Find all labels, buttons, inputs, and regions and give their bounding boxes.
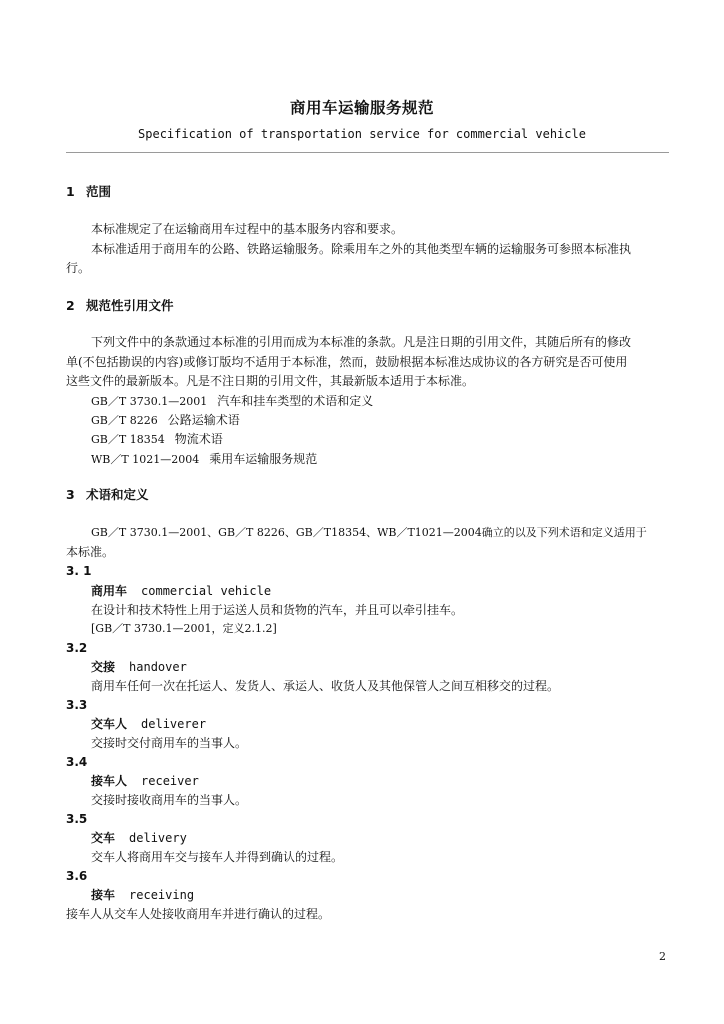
term-definition: 交接时交付商用车的当事人。 [91, 736, 248, 750]
paragraph-line: 这些文件的最新版本。凡是不注日期的引用文件，其最新版本适用于本标准。 [66, 374, 475, 388]
term-cn: 商用车 [91, 584, 128, 598]
reference-item [91, 411, 240, 430]
term-cn: 接车 [91, 888, 116, 902]
reference-item [91, 430, 223, 449]
term-definition: 商用车任何一次在托运人、发货人、承运人、收货人及其他保管人之间互相移交的过程。 [91, 679, 560, 693]
paragraph-line: 行。 [66, 261, 91, 275]
term-heading [91, 715, 206, 733]
term-number: 3.5 [66, 812, 88, 826]
page-number: 2 [659, 950, 666, 963]
term-number: 3. 1 [66, 564, 92, 578]
term-en: receiving [129, 888, 195, 902]
term-heading [91, 582, 271, 600]
reference-item [91, 392, 373, 411]
section-title: 术语和定义 [86, 487, 149, 502]
reference-code: GB／T 3730.1—2001 [91, 395, 208, 408]
paragraph-line: 本标准。 [66, 545, 115, 559]
term-en: receiver [141, 774, 199, 788]
reference-name: 公路运输术语 [167, 413, 240, 427]
paragraph-line: 单(不包括勘误的内容)或修订版均不适用于本标准，然而，鼓励根据本标准达成协议的各方研究是否可使用 [66, 355, 628, 369]
term-heading [91, 772, 199, 790]
section-number: 1 [66, 184, 75, 199]
section-title: 范围 [86, 184, 112, 199]
term-number: 3.2 [66, 641, 88, 655]
section-1-heading [66, 183, 111, 201]
term-note: [GB／T 3730.1—2001，定义2.1.2] [91, 622, 277, 635]
reference-code: WB／T 1021—2004 [91, 453, 200, 466]
reference-code: GB／T 18354 [91, 433, 165, 446]
document-title: 商用车运输服务规范 [289, 99, 434, 117]
term-en: deliverer [141, 717, 207, 731]
term-definition: 接车人从交车人处接收商用车并进行确认的过程。 [66, 907, 331, 921]
term-en: handover [129, 660, 187, 674]
reference-name: 物流术语 [174, 432, 223, 446]
term-definition: 交车人将商用车交与接车人并得到确认的过程。 [91, 850, 344, 864]
header-divider [66, 152, 669, 153]
term-number: 3.6 [66, 869, 88, 883]
section-2-heading [66, 297, 174, 315]
section-number: 3 [66, 487, 75, 502]
term-cn: 交车人 [91, 717, 128, 731]
term-number: 3.4 [66, 755, 88, 769]
term-cn: 交车 [91, 831, 116, 845]
term-heading [91, 829, 187, 847]
paragraph-line: 本标准规定了在运输商用车过程中的基本服务内容和要求。 [91, 222, 404, 236]
term-cn: 交接 [91, 660, 116, 674]
term-en: commercial vehicle [141, 584, 272, 598]
term-number: 3.3 [66, 698, 88, 712]
document-title-english: Specification of transportation service for commercial vehicle [138, 127, 586, 141]
term-heading [91, 658, 187, 676]
section-3-heading [66, 486, 149, 504]
section-title: 规范性引用文件 [86, 298, 174, 313]
paragraph-line: 下列文件中的条款通过本标准的引用而成为本标准的条款。凡是注日期的引用文件，其随后所有的修改 [91, 335, 632, 349]
term-en: delivery [129, 831, 187, 845]
reference-name: 汽车和挂车类型的术语和定义 [217, 394, 374, 408]
term-heading [91, 886, 194, 904]
reference-code: GB／T 8226 [91, 414, 158, 427]
term-definition: 在设计和技术特性上用于运送人员和货物的汽车，并且可以牵引挂车。 [91, 603, 464, 617]
section-number: 2 [66, 298, 75, 313]
paragraph-line: 本标准适用于商用车的公路、铁路运输服务。除乘用车之外的其他类型车辆的运输服务可参照本标准执 [91, 242, 632, 256]
paragraph-line: GB／T 3730.1—2001、GB／T 8226、GB／T18354、WB／T1021—2004确立的以及下列术语和定义适用于 [91, 526, 647, 539]
reference-item [91, 450, 317, 469]
term-definition: 交接时接收商用车的当事人。 [91, 793, 248, 807]
reference-name: 乘用车运输服务规范 [209, 452, 318, 466]
term-cn: 接车人 [91, 774, 128, 788]
